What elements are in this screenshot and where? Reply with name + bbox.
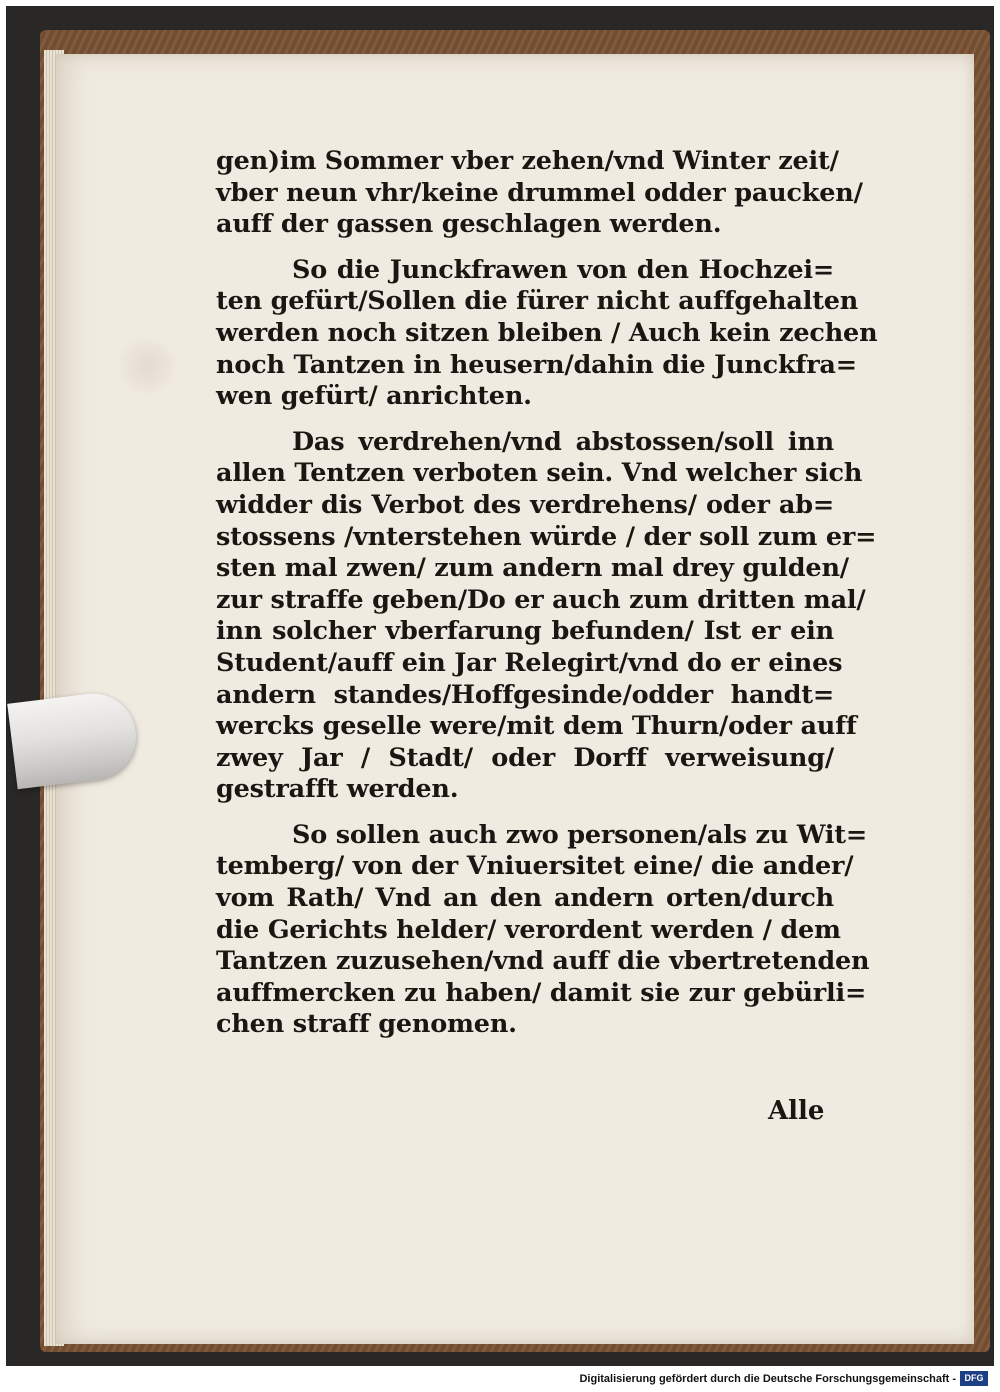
text-line: wercks geselle were/mit dem Thurn/oder auff — [216, 711, 857, 742]
text-line: auffmercken zu haben/ damit sie zur gebürli= — [216, 977, 867, 1008]
text-line: wen gefürt/ anrichten. — [216, 381, 532, 412]
page-text — [216, 146, 878, 1055]
text-line: die Gerichts helder/ verordent werden / dem — [216, 914, 841, 945]
text-line: Das verdrehen/vnd abstossen/soll inn — [292, 426, 834, 457]
paragraph-2 — [216, 254, 878, 413]
text-line: inn solcher vberfarung befunden/ Ist er ein — [216, 616, 834, 647]
text-line: andern standes/Hoffgesinde/odder handt= — [216, 679, 834, 710]
text-line: ten gefürt/Sollen die fürer nicht auffgehalten — [216, 286, 859, 317]
paragraph-4 — [216, 819, 870, 1041]
paper-stain — [118, 337, 176, 395]
text-line: widder dis Verbot des verdrehens/ oder ab= — [216, 489, 834, 520]
text-line: So sollen auch zwo personen/als zu Wit= — [292, 819, 868, 850]
text-line: chen straff genomen. — [216, 1009, 517, 1040]
text-line: vber neun vhr/keine drummel odder paucken/ — [216, 177, 863, 208]
text-line: werden noch sitzen bleiben / Auch kein zechen — [216, 317, 878, 348]
paragraph-3 — [216, 426, 877, 806]
footer-bar — [0, 1366, 1000, 1392]
scan-frame — [6, 6, 994, 1366]
text-line: auff der gassen geschlagen werden. — [216, 209, 722, 240]
text-line: Student/auff ein Jar Relegirt/vnd do er eines — [216, 647, 843, 678]
funding-notice: Digitalisierung gefördert durch die Deutsche Forschungsgemeinschaft - — [579, 1373, 956, 1385]
dfg-logo: DFG — [960, 1371, 988, 1386]
text-line: allen Tentzen verboten sein. Vnd welcher sich — [216, 458, 863, 489]
text-line: temberg/ von der Vniuersitet eine/ die ander/ — [216, 851, 854, 882]
text-line: zur straffe geben/Do er auch zum dritten mal/ — [216, 584, 866, 615]
text-line: sten mal zwen/ zum andern mal drey gulden/ — [216, 553, 849, 584]
text-line: zwey Jar / Stadt/ oder Dorff verweisung/ — [216, 742, 834, 773]
text-line: gen)im Sommer vber zehen/vnd Winter zeit/ — [216, 146, 839, 176]
text-line: gestrafft werden. — [216, 774, 459, 805]
text-line: stossens /vnterstehen würde / der soll zum er= — [216, 521, 877, 552]
paragraph-1 — [216, 146, 863, 241]
text-line: So die Junckfrawen von den Hochzei= — [292, 254, 834, 285]
catchword: Alle — [768, 1096, 825, 1126]
text-line: noch Tantzen in heusern/dahin die Junckfra= — [216, 349, 857, 380]
text-line: Tantzen zuzusehen/vnd auff die vbertretenden — [216, 946, 870, 977]
text-line: vom Rath/ Vnd an den andern orten/durch — [216, 883, 834, 914]
